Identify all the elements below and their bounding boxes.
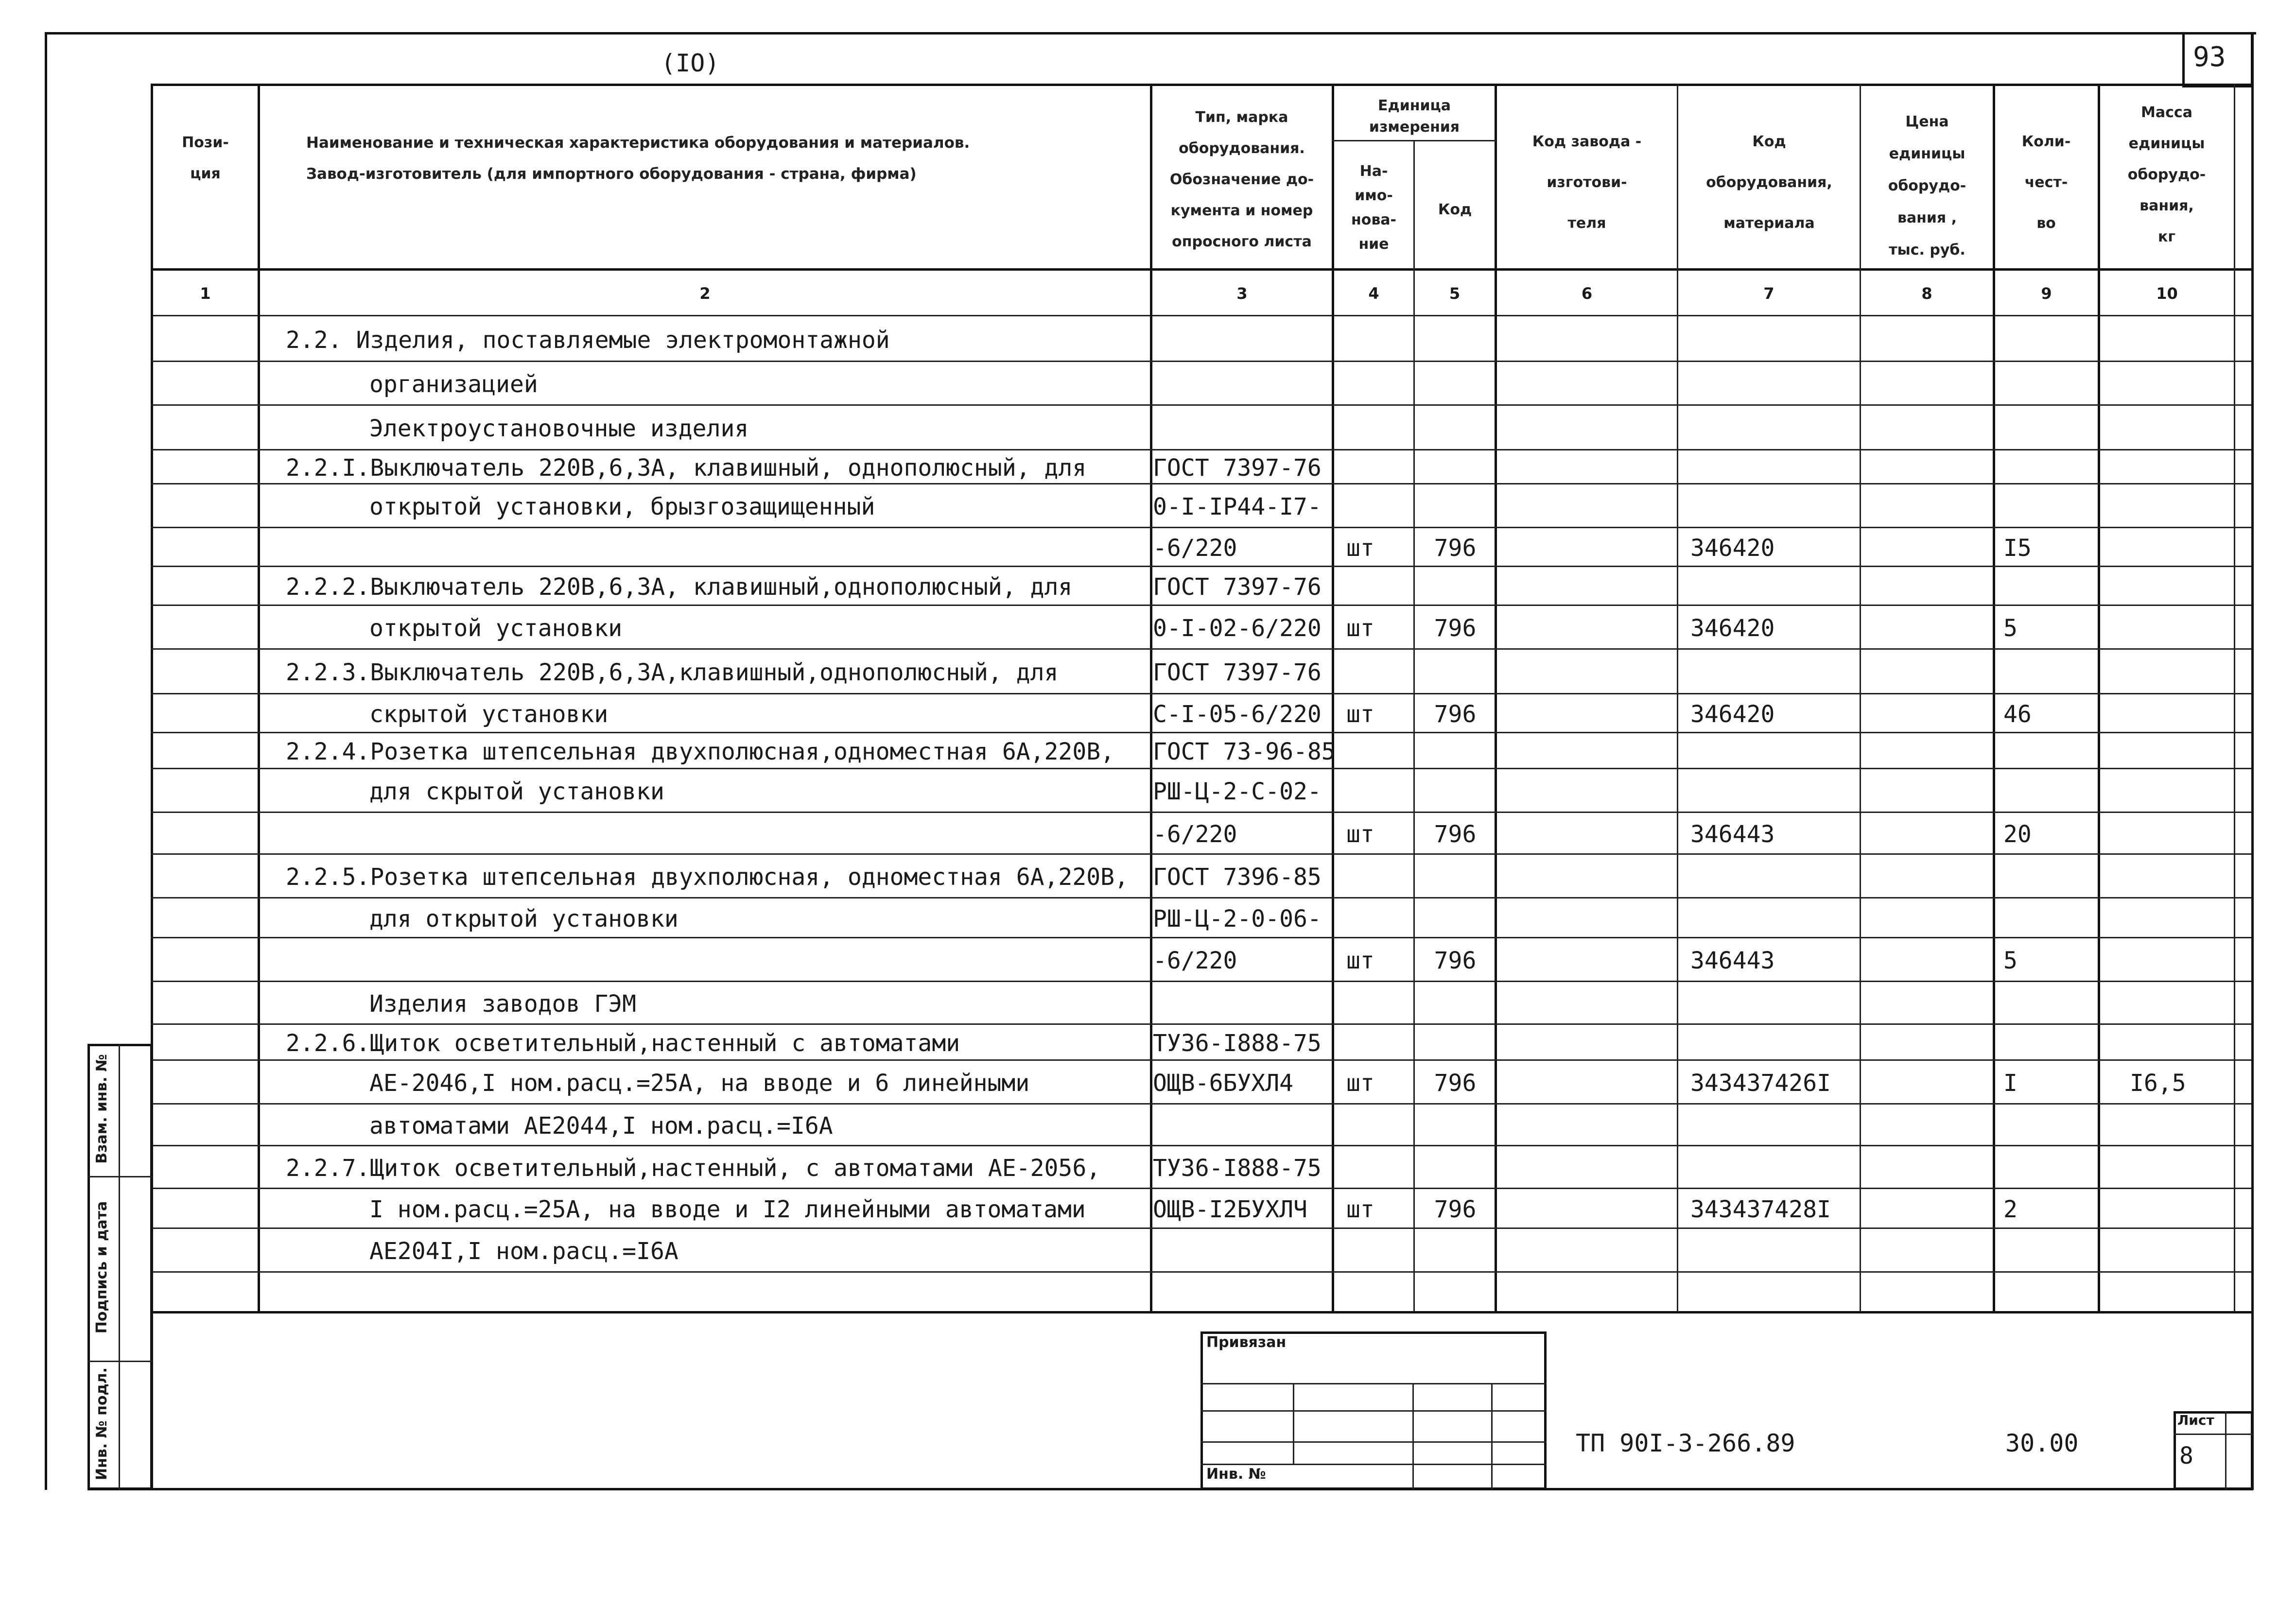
side-stamp-divider: [119, 1044, 120, 1490]
document-code: ТП 90I-3-266.89: [1576, 1429, 1795, 1457]
cell-type: 0-I-02-6/220: [1153, 615, 1322, 642]
cell-name: 2.2.5.Розетка штепсельная двухполюсная, одноместная 6А,220В,: [286, 864, 1129, 891]
row-line: [151, 449, 2251, 450]
row-line: [151, 483, 2251, 484]
colnum-6: 6: [1581, 284, 1593, 303]
col-line-10: [2234, 84, 2235, 1312]
row-line: [151, 937, 2251, 938]
row-line: [151, 605, 2251, 606]
cell-unit: шт: [1346, 947, 1374, 974]
col-line-9: [2098, 84, 2100, 1312]
cell-type: ГОСТ 7397-76: [1153, 454, 1322, 482]
colnum-4: 4: [1368, 284, 1379, 303]
cell-name: 2.2.3.Выключатель 220В,6,3А,клавишный,однополюсный, для: [286, 659, 1059, 686]
frame-left: [45, 32, 47, 1490]
sheet-box-divider: [2174, 1434, 2253, 1435]
privyazan-line-4: [1200, 1464, 1547, 1465]
privyazan-vline-1: [1293, 1383, 1294, 1465]
cell-name: I ном.расц.=25А, на вводе и I2 линейными автоматами: [369, 1196, 1086, 1223]
cell-qty: 5: [2003, 947, 2018, 974]
cell-unit: шт: [1346, 615, 1374, 642]
row-line: [151, 404, 2251, 406]
cell-qty: 20: [2003, 821, 2032, 848]
cell-name: для открытой установки: [369, 905, 678, 933]
cell-unit: шт: [1346, 1070, 1374, 1097]
cell-material: 346443: [1690, 947, 1775, 974]
row-line: [151, 693, 2251, 694]
privyazan-line-1: [1200, 1383, 1547, 1384]
cell-type: ГОСТ 73-96-85: [1153, 738, 1336, 765]
cell-unit: шт: [1346, 535, 1374, 562]
col-line-7: [1860, 84, 1861, 1312]
cell-name: Изделия заводов ГЭМ: [369, 990, 637, 1018]
privyazan-line-2: [1200, 1410, 1547, 1412]
privyazan-line-3: [1200, 1441, 1547, 1443]
side-label-inventory: Инв. № подл.: [93, 1367, 110, 1481]
colnum-9: 9: [2041, 284, 2052, 303]
header-name: Наименование и техническая характеристика оборудования и материалов. Завод-изготовитель (для импортного оборудования - страна, фирма): [306, 134, 970, 183]
cell-code: 796: [1434, 1070, 1477, 1097]
side-label-replacement: Взам. инв. №: [93, 1054, 110, 1164]
cell-qty: 2: [2003, 1196, 2018, 1223]
colnum-10: 10: [2156, 284, 2178, 303]
cell-name: 2.2.7.Щиток осветительный,настенный, с автоматами АЕ-2056,: [286, 1155, 1101, 1182]
cell-name: скрытой установки: [369, 701, 609, 728]
cell-name: для скрытой установки: [369, 778, 664, 805]
cell-name: открытой установки: [369, 615, 623, 642]
colnum-bottom: [151, 315, 2251, 316]
cell-qty: I5: [2003, 535, 2032, 562]
header-unit-code: Код: [1438, 201, 1472, 218]
cell-unit: шт: [1346, 701, 1374, 728]
row-line: [151, 732, 2251, 733]
cell-type: ТУ36-I888-75: [1153, 1030, 1322, 1057]
cell-name: 2.2.I.Выключатель 220В,6,3А, клавишный, однополюсный, для: [286, 454, 1087, 482]
cell-type: РШ-Ц-2-0-06-: [1153, 905, 1322, 933]
row-line: [151, 1227, 2251, 1229]
sheet-bottom: [87, 1488, 2253, 1490]
row-line: [151, 853, 2251, 855]
side-stamp-line-1: [87, 1176, 153, 1177]
privyazan-label: Привязан: [1206, 1334, 1287, 1351]
row-line: [151, 1271, 2251, 1273]
privyazan-vline-3: [1491, 1383, 1493, 1490]
cell-qty: 5: [2003, 615, 2018, 642]
cell-type: ОЩВ-6БУХЛ4: [1153, 1070, 1293, 1097]
table-header-bottom: [151, 268, 2251, 271]
cell-type: ГОСТ 7396-85: [1153, 864, 1322, 891]
col-line-1: [258, 84, 260, 1312]
section-code: 30.00: [2005, 1429, 2079, 1457]
header-price: Цена единицы оборудо- вания , тыс. руб.: [1888, 113, 1966, 259]
sheet-number: 8: [2179, 1442, 2193, 1469]
row-line: [151, 1103, 2251, 1105]
corner-page-number: 93: [2193, 41, 2226, 73]
sheet-label: Лист: [2177, 1412, 2214, 1428]
cell-material: 346420: [1690, 615, 1775, 642]
row-line: [151, 1145, 2251, 1146]
col-line-3: [1332, 84, 1334, 1312]
cell-type: 0-I-IP44-I7-: [1153, 493, 1322, 520]
row-line: [151, 648, 2251, 650]
col-line-4: [1413, 140, 1415, 1312]
cell-name: АЕ204I,I ном.расц.=I6А: [369, 1238, 678, 1265]
cell-type: ТУ36-I888-75: [1153, 1155, 1322, 1182]
cell-material: 346420: [1690, 535, 1775, 562]
colnum-8: 8: [1921, 284, 1932, 303]
cell-unit: шт: [1346, 821, 1374, 848]
table-top: [151, 84, 2251, 86]
row-line: [151, 1059, 2251, 1061]
cell-name: 2.2.2.Выключатель 220В,6,3А, клавишный,однополюсный, для: [286, 573, 1073, 601]
cell-code: 796: [1434, 1196, 1477, 1223]
sheet-box-vline: [2225, 1411, 2226, 1490]
cell-unit: шт: [1346, 1196, 1374, 1223]
row-line: [151, 1188, 2251, 1189]
cell-name: Электроустановочные изделия: [369, 415, 749, 442]
header-mass: Масса единицы оборудо- вания, кг: [2127, 104, 2206, 245]
cell-mass: I6,5: [2130, 1070, 2186, 1097]
cell-type: ГОСТ 7397-76: [1153, 659, 1322, 686]
colnum-7: 7: [1763, 284, 1774, 303]
header-material-code: Код оборудования, материала: [1706, 133, 1832, 232]
cell-code: 796: [1434, 615, 1477, 642]
cell-type: -6/220: [1153, 535, 1237, 562]
row-line: [151, 566, 2251, 567]
cell-name: 2.2.4.Розетка штепсельная двухполюсная,одноместная 6А,220В,: [286, 738, 1115, 765]
cell-code: 796: [1434, 535, 1477, 562]
cell-code: 796: [1434, 947, 1477, 974]
unit-group-divider: [1332, 140, 1496, 141]
cell-type: ГОСТ 7397-76: [1153, 573, 1322, 601]
row-line: [151, 897, 2251, 899]
header-type: Тип, марка оборудования. Обозначение до- кумента и номер опросного листа: [1169, 109, 1314, 250]
cell-material: 346443: [1690, 821, 1775, 848]
header-unit-group: Единица измерения: [1369, 97, 1460, 136]
header-position: Пози- ция: [182, 134, 229, 182]
row-line: [151, 1023, 2251, 1025]
cell-name: автоматами АЕ2044,I ном.расц.=I6А: [369, 1112, 833, 1140]
cell-material: 343437428I: [1690, 1196, 1831, 1223]
colnum-2: 2: [699, 284, 711, 303]
cell-qty: I: [2003, 1070, 2018, 1097]
corner-box: [2182, 32, 2253, 87]
cell-type: ОЩВ-I2БУХЛЧ: [1153, 1196, 1307, 1223]
col-line-5: [1495, 84, 1497, 1312]
header-manufacturer-code: Код завода - изготови- теля: [1532, 133, 1642, 232]
privyazan-vline-2: [1412, 1383, 1414, 1490]
cell-code: 796: [1434, 821, 1477, 848]
cell-material: 346420: [1690, 701, 1775, 728]
row-line: [151, 768, 2251, 769]
col-line-6: [1677, 84, 1678, 1312]
cell-name: 2.2.6.Щиток осветительный,настенный с автоматами: [286, 1030, 960, 1057]
cell-type: -6/220: [1153, 821, 1237, 848]
row-line: [151, 527, 2251, 528]
inventory-number-label: Инв. №: [1206, 1466, 1266, 1483]
cell-type: РШ-Ц-2-С-02-: [1153, 778, 1322, 805]
cell-type: -6/220: [1153, 947, 1237, 974]
side-label-signature: Подпись и дата: [93, 1201, 110, 1334]
header-unit-name: На- имо- нова- ние: [1351, 163, 1397, 253]
cell-name: организацией: [369, 371, 538, 398]
row-line: [151, 981, 2251, 982]
cell-material: 343437426I: [1690, 1070, 1831, 1097]
sheet-reference: (IO): [661, 49, 720, 77]
cell-name: АЕ-2046,I ном.расц.=25А, на вводе и 6 линейными: [369, 1070, 1030, 1097]
colnum-1: 1: [200, 284, 211, 303]
row-line: [151, 812, 2251, 813]
cell-type: С-I-05-6/220: [1153, 701, 1322, 728]
col-line-8: [1993, 84, 1995, 1312]
frame-top: [45, 32, 2256, 35]
cell-name: открытой установки, брызгозащищенный: [369, 493, 875, 520]
colnum-3: 3: [1236, 284, 1248, 303]
row-line: [151, 361, 2251, 362]
cell-name: 2.2. Изделия, поставляемые электромонтажной: [286, 327, 890, 354]
frame-right: [2251, 32, 2254, 1490]
cell-qty: 46: [2003, 701, 2032, 728]
header-quantity: Коли- чест- во: [2021, 133, 2071, 232]
colnum-5: 5: [1449, 284, 1461, 303]
table-bottom: [151, 1311, 2251, 1313]
cell-code: 796: [1434, 701, 1477, 728]
